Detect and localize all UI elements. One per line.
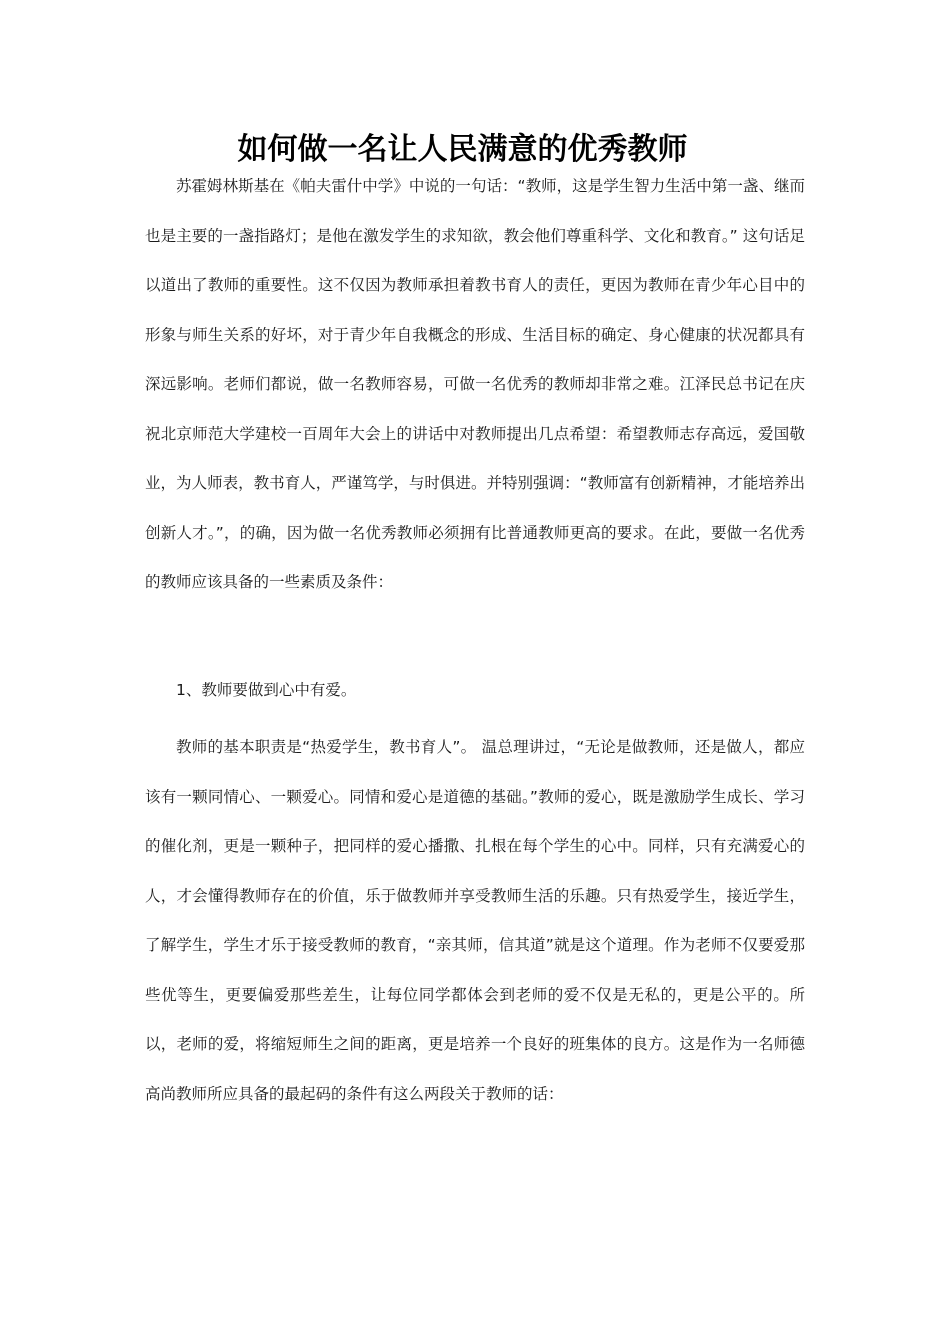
section-heading-text: 1、教师要做到心中有爱。 [176, 681, 357, 699]
document-title: 如何做一名让人民满意的优秀教师 [237, 132, 688, 167]
body-paragraph-love [145, 723, 805, 1119]
section-heading [145, 666, 805, 716]
paragraph-text: 教师的基本职责是“热爱学生，教书育人”。 温总理讲过，“无论是做教师，还是做人，都应该有一颗同情心、一颗爱心。同情和爱心是道德的基础。”教师的爱心，既是激励学生成长、学习的催化剂，更是一颗种子，把同样的爱心播撒、扎根在每个学生的心中。同样，只有充满爱心的人，才会懂得教师存在的价值，乐于做教师并享受教师生活的乐趣。只有热爱学生，接近学生，了解学生，学生才乐于接受教师的教育，“亲其师，信其道”就是这个道理。作为老师不仅要爱那些优等生，更要偏爱那些差生，让每位同学都体会到老师的爱不仅是无私的，更是公平的。所以，老师的爱，将缩短师生之间的距离，更是培养一个良好的班集体的良方。这是作为一名师德高尚教师所应具备的最起码的条件有这么两段关于教师的话： [145, 738, 805, 1103]
paragraph-text: 苏霍姆林斯基在《帕夫雷什中学》中说的一句话：“教师，这是学生智力生活中第一盏、继而也是主要的一盏指路灯；是他在激发学生的求知欲，教会他们尊重科学、文化和教育。” 这句话足以道出了教师的重要性。这不仅因为教师承担着教书育人的责任，更因为教师在青少年心目中的形象与师生关系的好坏，对于青少年自我概念的形成、生活目标的确定、身心健康的状况都具有深远影响。老师们都说，做一名教师容易，可做一名优秀的教师却非常之难。江泽民总书记在庆祝北京师范大学建校一百周年大会上的讲话中对教师提出几点希望：希望教师志存高远，爱国敬业，为人师表，教书育人，严谨笃学，与时俱进。并特别强调：“教师富有创新精神，才能培养出创新人才。”，的确，因为做一名优秀教师必须拥有比普通教师更高的要求。在此，要做一名优秀的教师应该具备的一些素质及条件： [145, 177, 805, 591]
body-paragraph-intro [145, 162, 805, 608]
